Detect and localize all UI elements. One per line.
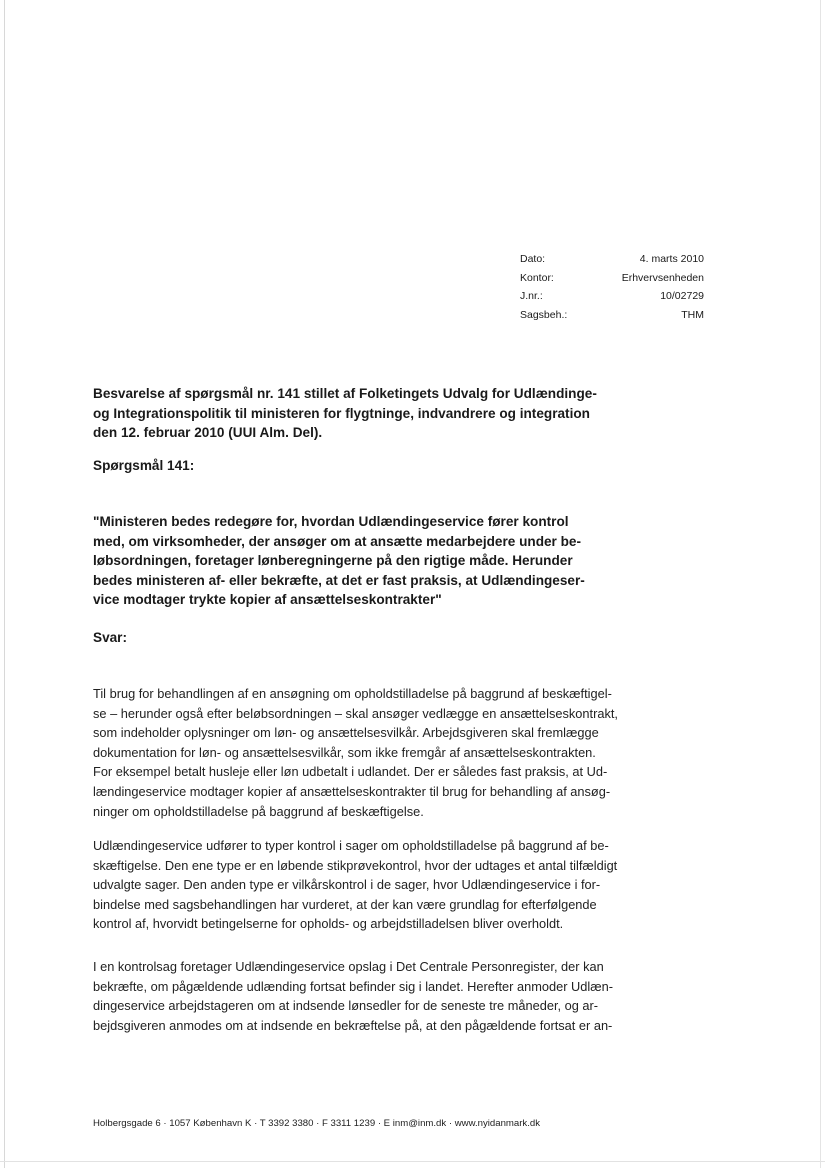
meta-label: Dato: [520,253,546,265]
meta-row-journal-number [520,287,704,306]
document-title [93,384,653,443]
paragraph-line: kontrol af, hvorvidt betingelserne for opholds- og arbejdstilladelsen bliver overholdt. [93,916,564,932]
title-line: Besvarelse af spørgsmål nr. 141 stillet af Folketingets Udvalg for Udlændinge- [93,386,597,401]
title-line: og Integrationspolitik til ministeren for flygtninge, indvandrere og integration [93,405,590,421]
page-edge-left [4,0,5,1168]
paragraph-line: dingeservice arbejdstageren om at indsende lønsedler for de seneste tre måneder, og ar- [93,998,599,1014]
meta-value: 10/02729 [660,290,704,302]
paragraph-line: lændingeservice modtager kopier af ansættelseskontrakter til brug for behandling af ansøg- [93,783,611,799]
answer-paragraph [93,957,673,1035]
meta-label: J.nr.: [520,290,543,302]
answer-paragraph [93,836,673,934]
meta-label: Sagsbeh.: [520,308,568,321]
question-heading: Spørgsmål 141: [93,458,195,473]
paragraph-line: bindelse med sagsbehandlingen har vurderet, at der kan være grundlag for efterfølgende [93,896,597,912]
paragraph-line: Til brug for behandlingen af en ansøgning om opholdstilladelse på baggrund af beskæftigel- [93,686,612,701]
paragraph-line: dokumentation for løn- og ansættelsesvilkår, som ikke fremgår af ansættelseskontrakten. [93,744,596,760]
meta-row-office [520,269,704,288]
page-edge-bottom [0,1161,825,1162]
question-line: vice modtager trykte kopier af ansættelseskontrakter" [93,592,442,607]
question-line: løbsordningen, foretager lønberegningerne på den rigtige måde. Herunder [93,553,573,568]
footer-contact: Holbergsgade 6 · 1057 København K · T 3392 3380 · F 3311 1239 · E inm@inm.dk · www.nyidanmark.dk [93,1118,541,1129]
paragraph-line: som indeholder oplysninger om løn- og ansættelsesvilkår. Arbejdsgiveren skal fremlægge [93,725,599,741]
document-meta [520,250,704,324]
paragraph-line: For eksempel betalt husleje eller løn udbetalt i udlandet. Der er således fast praksis, at Ud- [93,764,608,780]
meta-row-date [520,250,704,269]
question-line: bedes ministeren af- eller bekræfte, at det er fast praksis, at Udlændingeser- [93,572,585,588]
answer-paragraph [93,684,673,821]
meta-row-case-officer [520,306,704,325]
meta-value: 4. marts 2010 [639,253,704,265]
question-text [93,512,653,610]
page-edge-right [820,0,821,1168]
question-line: med, om virksomheder, der ansøger om at ansætte medarbejdere under be- [93,533,582,549]
paragraph-line: se – herunder også efter beløbsordningen – skal ansøger vedlægge en ansættelseskontrakt, [93,705,618,721]
paragraph-line: I en kontrolsag foretager Udlændingeservice opslag i Det Centrale Personregister, der kan [93,959,604,974]
paragraph-line: skæftigelse. Den ene type er en løbende stikprøvekontrol, hvor der udtages et antal tilfældigt [93,857,618,873]
paragraph-line: udvalgte sager. Den anden type er vilkårskontrol i de sager, hvor Udlændingeservice i for- [93,877,601,893]
answer-heading: Svar: [93,630,128,645]
meta-label: Kontor: [520,271,554,284]
meta-value: THM [681,308,704,321]
paragraph-line: bekræfte, om pågældende udlænding fortsat befinder sig i landet. Herefter anmoder Udlæn- [93,978,613,994]
paragraph-line: Udlændingeservice udfører to typer kontrol i sager om opholdstilladelse på baggrund af be- [93,838,609,853]
paragraph-line: ninger om opholdstilladelse på baggrund af beskæftigelse. [93,803,424,819]
paragraph-line: bejdsgiveren anmodes om at indsende en bekræftelse på, at den pågældende fortsat er an- [93,1017,613,1033]
meta-value: Erhvervsenheden [621,271,704,284]
question-line: "Ministeren bedes redegøre for, hvordan Udlændingeservice fører kontrol [93,514,569,529]
title-line: den 12. februar 2010 (UUI Alm. Del). [93,425,323,440]
